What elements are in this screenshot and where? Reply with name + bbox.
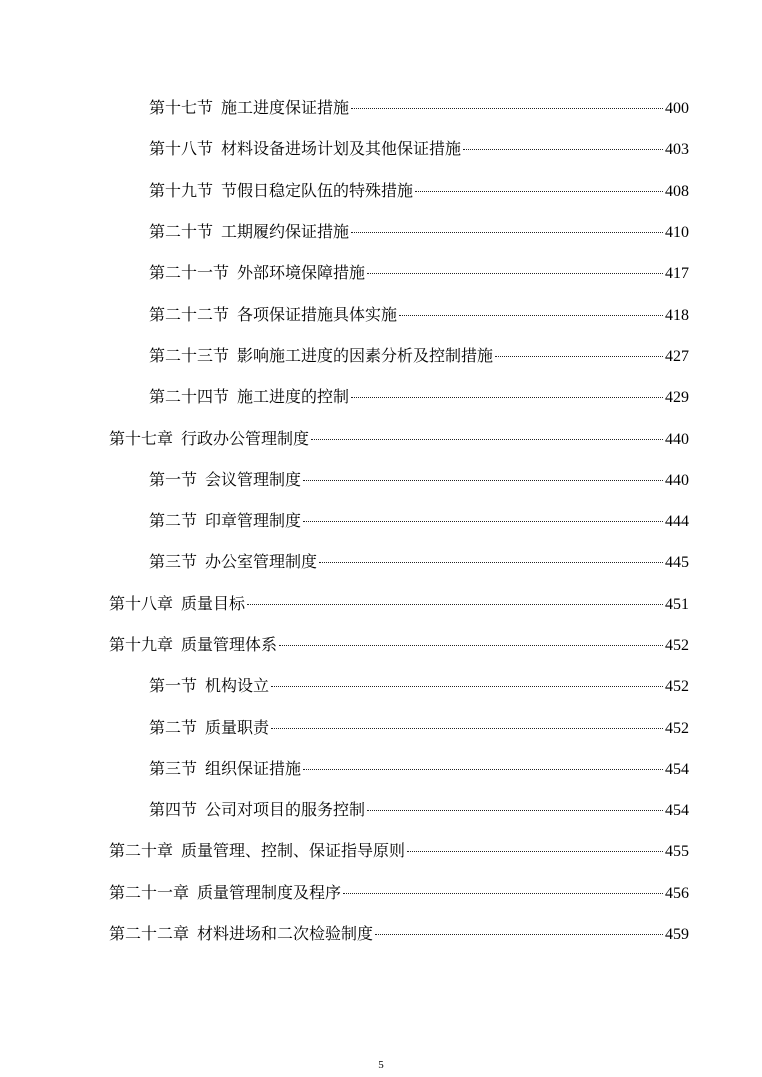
toc-entry-page-number: 444 [665,513,689,531]
toc-entry-page-number: 454 [665,802,689,820]
toc-dot-leader [247,604,663,605]
toc-entry-number: 第十七节 [149,98,214,118]
toc-section-entry[interactable] [0,253,762,294]
toc-dot-leader [351,108,663,109]
toc-dot-leader [375,934,663,935]
toc-entry-inner [149,97,689,120]
toc-entry-page-number: 403 [665,141,689,159]
toc-entry-number: 第二节 [149,717,198,737]
toc-entry-title: 办公室管理制度 [205,552,318,572]
toc-dot-leader [319,562,663,563]
toc-chapter-entry[interactable] [0,625,762,666]
toc-section-entry[interactable] [0,336,762,377]
toc-entry-number: 第十七章 [109,428,174,448]
toc-entry-inner [109,923,689,946]
toc-chapter-entry[interactable] [0,831,762,872]
toc-entry-title: 施工进度的控制 [237,387,350,407]
toc-dot-leader [271,686,663,687]
toc-entry-title: 机构设立 [205,676,270,696]
toc-dot-leader [303,521,663,522]
toc-dot-leader [463,149,663,150]
toc-entry-number: 第十八节 [149,139,214,159]
toc-dot-leader [351,232,663,233]
toc-section-entry[interactable] [0,171,762,212]
toc-entry-page-number: 452 [665,719,689,737]
toc-section-entry[interactable] [0,542,762,583]
toc-entry-title: 影响施工进度的因素分析及控制措施 [237,345,494,365]
toc-entry-inner [149,221,689,244]
toc-section-entry[interactable] [0,88,762,129]
toc-entry-page-number: 400 [665,100,689,118]
toc-entry-page-number: 427 [665,347,689,365]
toc-list [0,88,762,955]
toc-entry-title: 施工进度保证措施 [221,98,350,118]
toc-chapter-entry[interactable] [0,914,762,955]
toc-dot-leader [351,397,663,398]
toc-entry-inner [149,386,689,409]
toc-dot-leader [343,893,663,894]
toc-entry-inner [109,593,689,616]
toc-chapter-entry[interactable] [0,584,762,625]
toc-dot-leader [495,356,663,357]
toc-entry-title: 组织保证措施 [205,758,302,778]
toc-section-entry[interactable] [0,501,762,542]
toc-entry-inner [109,634,689,657]
toc-dot-leader [367,810,663,811]
toc-entry-page-number: 452 [665,678,689,696]
toc-entry-page-number: 440 [665,430,689,448]
toc-entry-number: 第一节 [149,469,198,489]
toc-section-entry[interactable] [0,460,762,501]
toc-section-entry[interactable] [0,212,762,253]
toc-section-entry[interactable] [0,707,762,748]
toc-dot-leader [279,645,663,646]
toc-entry-number: 第二十章 [109,841,174,861]
toc-entry-title: 公司对项目的服务控制 [205,800,366,820]
toc-entry-title: 各项保证措施具体实施 [237,304,398,324]
toc-entry-page-number: 451 [665,595,689,613]
toc-entry-number: 第二节 [149,511,198,531]
toc-entry-page-number: 459 [665,926,689,944]
table-of-contents [0,88,762,955]
toc-entry-page-number: 417 [665,265,689,283]
toc-entry-page-number: 445 [665,554,689,572]
toc-dot-leader [415,191,663,192]
toc-entry-page-number: 454 [665,760,689,778]
toc-section-entry[interactable] [0,377,762,418]
toc-entry-page-number: 452 [665,637,689,654]
toc-entry-title: 印章管理制度 [205,511,302,531]
toc-entry-number: 第四节 [149,800,198,820]
toc-entry-number: 第一节 [149,676,198,696]
toc-entry-number: 第二十节 [149,222,214,242]
page-number: 5 [378,1059,384,1071]
toc-dot-leader [271,728,663,729]
toc-entry-page-number: 410 [665,224,689,242]
toc-entry-title: 质量职责 [205,717,270,737]
toc-entry-number: 第三节 [149,552,198,572]
toc-entry-title: 工期履约保证措施 [221,222,350,242]
toc-entry-inner [149,304,689,327]
toc-entry-number: 第十八章 [109,593,174,613]
toc-section-entry[interactable] [0,666,762,707]
toc-section-entry[interactable] [0,790,762,831]
toc-entry-title: 材料进场和二次检验制度 [197,924,374,944]
toc-entry-inner [149,138,689,161]
toc-entry-number: 第十九章 [109,635,174,654]
toc-entry-inner [149,345,689,368]
toc-entry-number: 第二十二章 [109,924,190,944]
toc-entry-inner [149,262,689,285]
toc-entry-inner [109,840,689,863]
toc-dot-leader [367,273,663,274]
toc-entry-page-number: 455 [665,843,689,861]
toc-section-entry[interactable] [0,129,762,170]
toc-entry-number: 第二十一节 [149,263,230,283]
toc-entry-page-number: 418 [665,306,689,324]
toc-entry-inner [149,675,689,698]
toc-dot-leader [311,439,663,440]
toc-entry-inner [149,551,689,574]
toc-entry-title: 质量管理体系 [181,635,278,654]
toc-entry-page-number: 456 [665,884,689,902]
toc-dot-leader [303,769,663,770]
toc-dot-leader [303,480,663,481]
toc-entry-page-number: 408 [665,182,689,200]
toc-entry-title: 质量管理制度及程序 [197,882,342,902]
toc-entry-inner [149,758,689,781]
toc-entry-inner [149,510,689,533]
toc-entry-inner [149,469,689,492]
toc-entry-inner [109,428,689,451]
toc-entry-number: 第二十三节 [149,345,230,365]
toc-entry-page-number: 440 [665,471,689,489]
toc-entry-inner [149,799,689,822]
toc-entry-title: 材料设备进场计划及其他保证措施 [221,139,462,159]
toc-entry-number: 第二十四节 [149,387,230,407]
toc-entry-page-number: 429 [665,389,689,407]
toc-entry-number: 第二十二节 [149,304,230,324]
toc-entry-title: 会议管理制度 [205,469,302,489]
toc-entry-inner [149,717,689,740]
toc-entry-title: 质量管理、控制、保证指导原则 [181,841,406,861]
toc-entry-inner [109,882,689,905]
toc-entry-title: 外部环境保障措施 [237,263,366,283]
toc-section-entry[interactable] [0,294,762,335]
toc-entry-number: 第三节 [149,758,198,778]
toc-dot-leader [407,851,663,852]
toc-dot-leader [399,315,663,316]
toc-section-entry[interactable] [0,749,762,790]
toc-entry-number: 第十九节 [149,180,214,200]
toc-entry-inner [149,180,689,203]
toc-entry-number: 第二十一章 [109,882,190,902]
toc-chapter-entry[interactable] [0,418,762,459]
toc-entry-title: 节假日稳定队伍的特殊措施 [221,180,414,200]
toc-chapter-entry[interactable] [0,873,762,914]
toc-entry-title: 行政办公管理制度 [181,428,310,448]
toc-entry-title: 质量目标 [181,593,246,613]
